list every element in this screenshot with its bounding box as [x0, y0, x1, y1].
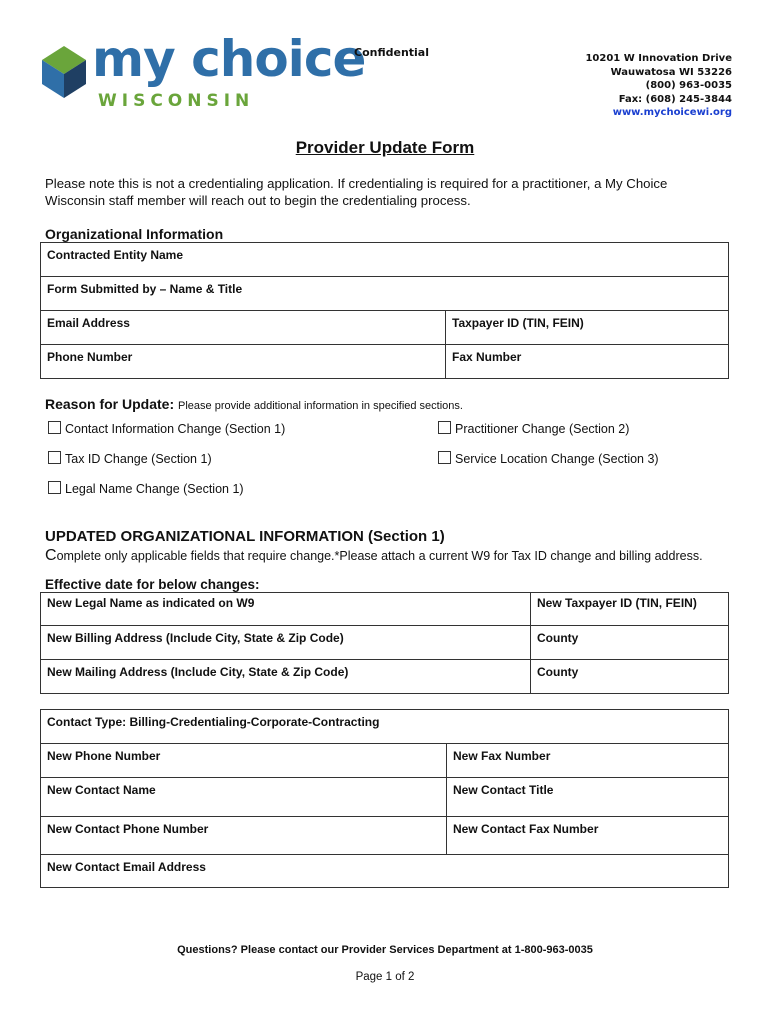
phone-field[interactable]: Phone Number [41, 345, 446, 379]
checkbox-label: Service Location Change (Section 3) [455, 452, 659, 466]
new-contact-fax-field[interactable]: New Contact Fax Number [447, 817, 729, 855]
checkbox-label: Tax ID Change (Section 1) [65, 452, 212, 466]
contact-table [40, 709, 729, 888]
checkbox-icon[interactable] [438, 451, 451, 464]
logo-mark-icon [42, 46, 86, 112]
checkbox-contact-change[interactable] [48, 421, 285, 436]
checkbox-taxid-change[interactable] [48, 451, 212, 466]
checkbox-label: Contact Information Change (Section 1) [65, 422, 286, 436]
taxpayer-id-field[interactable]: Taxpayer ID (TIN, FEIN) [446, 311, 729, 345]
new-mailing-address-field[interactable]: New Mailing Address (Include City, State & Zip Code) [41, 660, 531, 694]
reason-heading [45, 396, 463, 412]
checkbox-label: Practitioner Change (Section 2) [455, 422, 630, 436]
checkbox-practitioner-change[interactable] [438, 421, 629, 436]
confidential-label: Confidential [354, 46, 430, 59]
checkbox-icon[interactable] [48, 481, 61, 494]
questions-footer: Questions? Please contact our Provider Services Department at 1-800-963-0035 [177, 944, 593, 956]
updated-info-table [40, 592, 729, 694]
new-legal-name-field[interactable]: New Legal Name as indicated on W9 [41, 593, 531, 626]
new-taxpayer-id-field[interactable]: New Taxpayer ID (TIN, FEIN) [531, 593, 729, 626]
reason-label: Reason for Update: [45, 396, 175, 412]
checkbox-icon[interactable] [48, 451, 61, 464]
new-contact-name-field[interactable]: New Contact Name [41, 778, 447, 817]
new-contact-title-field[interactable]: New Contact Title [447, 778, 729, 817]
new-contact-phone-field[interactable]: New Contact Phone Number [41, 817, 447, 855]
new-contact-email-field[interactable]: New Contact Email Address [41, 855, 729, 888]
logo [42, 30, 366, 115]
new-phone-field[interactable]: New Phone Number [41, 744, 447, 778]
address-fax: Fax: (608) 245-3844 [618, 93, 732, 105]
instructions-initial: C [45, 547, 57, 564]
billing-county-field[interactable]: County [531, 626, 729, 660]
reason-note: Please provide additional information in specified sections. [178, 400, 463, 412]
checkbox-label: Legal Name Change (Section 1) [65, 482, 244, 496]
intro-text: Please note this is not a credentialing application. If credentialing is required for a practitioner, a My Choice Wisconsin staff member will reach out to begin the credentialing process. [45, 176, 668, 208]
contracted-entity-field[interactable]: Contracted Entity Name [41, 243, 729, 277]
checkbox-service-location-change[interactable] [438, 451, 659, 466]
checkbox-icon[interactable] [438, 421, 451, 434]
org-info-table [40, 242, 729, 379]
mailing-county-field[interactable]: County [531, 660, 729, 694]
section1-heading: UPDATED ORGANIZATIONAL INFORMATION (Section 1) [45, 528, 445, 545]
address-block [585, 52, 732, 120]
logo-wordmark: my choice [92, 30, 366, 88]
contact-type-field[interactable]: Contact Type: Billing-Credentialing-Corporate-Contracting [41, 710, 729, 744]
checkbox-legal-name-change[interactable] [48, 481, 244, 496]
email-field[interactable]: Email Address [41, 311, 446, 345]
page-title: Provider Update Form [295, 138, 475, 157]
checkbox-icon[interactable] [48, 421, 61, 434]
effective-date-label: Effective date for below changes: [45, 577, 260, 592]
address-street: 10201 W Innovation Drive [585, 53, 732, 64]
address-phone: (800) 963-0035 [645, 80, 732, 91]
page-number: Page 1 of 2 [355, 971, 415, 983]
instructions-text: omplete only applicable fields that require change.*Please attach a current W9 for Tax ID change and billing address. [56, 549, 703, 563]
org-heading: Organizational Information [45, 226, 224, 242]
address-city: Wauwatosa WI 53226 [610, 66, 732, 78]
new-fax-field[interactable]: New Fax Number [447, 744, 729, 778]
submitted-by-field[interactable]: Form Submitted by – Name & Title [41, 277, 729, 311]
new-billing-address-field[interactable]: New Billing Address (Include City, State & Zip Code) [41, 626, 531, 660]
logo-state: WISCONSIN [98, 91, 255, 111]
website-link[interactable]: www.mychoicewi.org [612, 107, 732, 118]
section1-instructions [45, 547, 703, 565]
fax-field[interactable]: Fax Number [446, 345, 729, 379]
